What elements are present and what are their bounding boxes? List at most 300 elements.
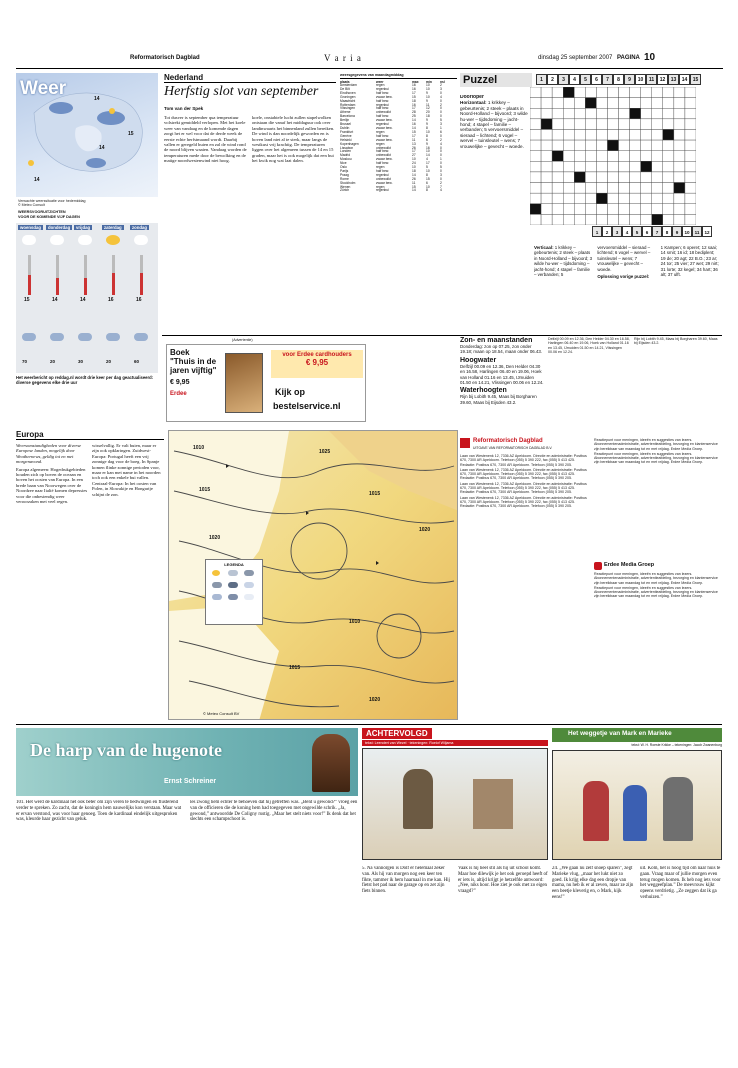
grid-cell[interactable] — [663, 183, 674, 194]
grid-number: 4 — [622, 226, 632, 237]
grid-cell[interactable] — [552, 129, 563, 140]
grid-cell[interactable] — [596, 87, 607, 98]
grid-cell[interactable] — [541, 98, 552, 109]
table-header: nsl — [440, 80, 445, 84]
grid-cell[interactable] — [530, 183, 541, 194]
table-cell: 11 — [412, 180, 416, 185]
grid-number: 12 — [657, 74, 668, 85]
grid-cell[interactable] — [674, 204, 685, 215]
table-cell: 25 — [412, 114, 416, 119]
weer-caption: Het weerbericht op reddag.nl wordt drie keer per dag geactualiseerd: diverse gegevens elke drie uur — [16, 375, 154, 385]
grid-cell[interactable] — [563, 108, 574, 119]
ad-url[interactable]: bestelservice.nl — [273, 401, 341, 411]
grid-cell[interactable] — [641, 129, 652, 140]
grid-cell[interactable] — [685, 214, 696, 225]
grid-cell[interactable] — [596, 98, 607, 109]
grid-cell[interactable] — [652, 204, 663, 215]
grid-cell[interactable] — [619, 129, 630, 140]
clue-text: 1 krikkey – gebeurtenis; 2 steek – plaats in Noord-Holland – bijvoord; 3 wilde hu-wer – tijdsdoming – jacht-hond; 4 stapel – familie – verbanden; 5 vervoersmiddel – sieraad – lichtend; 6 vogel – wervel – tuinsleutel – wens; 7 vrouwelijke – gevecht – woede. — [460, 100, 528, 149]
grid-cell[interactable] — [685, 119, 696, 130]
table-cell: half bew. — [376, 114, 390, 119]
grid-number: 13 — [668, 74, 679, 85]
grid-cell[interactable] — [685, 204, 696, 215]
grid-cell[interactable] — [552, 87, 563, 98]
grid-cell[interactable] — [585, 129, 596, 140]
grid-cell[interactable] — [607, 183, 618, 194]
grid-cell[interactable] — [652, 193, 663, 204]
table-cell: Londen — [340, 149, 352, 154]
table-cell: half bew. — [376, 98, 390, 103]
grid-cell[interactable] — [541, 151, 552, 162]
grid-cell[interactable] — [574, 161, 585, 172]
puzzel-section — [460, 73, 722, 333]
grid-cell[interactable] — [630, 172, 641, 183]
grid-cell[interactable] — [574, 108, 585, 119]
grid-cell[interactable] — [641, 140, 652, 151]
grid-cell[interactable] — [641, 119, 652, 130]
grid-cell[interactable] — [574, 204, 585, 215]
grid-cell[interactable] — [607, 193, 618, 204]
grid-cell[interactable] — [619, 172, 630, 183]
grid-cell[interactable] — [596, 140, 607, 151]
grid-cell[interactable] — [607, 161, 618, 172]
table-cell: 0 — [440, 176, 442, 181]
weer-section — [16, 73, 158, 385]
grid-cell[interactable] — [630, 214, 641, 225]
grid-cell[interactable] — [630, 183, 641, 194]
grid-cell[interactable] — [563, 129, 574, 140]
grid-number: 6 — [591, 74, 602, 85]
waterhoogten-text: Rijn bij Lobith 9.45, Maas bij Borgharen 39.60, Maas bij Eijsden 43.2. — [460, 394, 537, 405]
table-cell: 8 — [426, 125, 428, 130]
table-cell: 24 — [412, 161, 416, 166]
grid-cell[interactable] — [674, 98, 685, 109]
table-cell: 18 — [426, 114, 430, 119]
grid-cell[interactable] — [641, 204, 652, 215]
grid-cell[interactable] — [652, 129, 663, 140]
grid-number: 7 — [602, 74, 613, 85]
grid-cell[interactable] — [619, 204, 630, 215]
grid-cell[interactable] — [585, 161, 596, 172]
grid-cell[interactable] — [585, 204, 596, 215]
harp-author: Ernst Schreiner — [164, 778, 217, 785]
grid-cell[interactable] — [530, 151, 541, 162]
grid-cell[interactable] — [607, 98, 618, 109]
issue-date: dinsdag 25 september 2007 — [538, 55, 613, 61]
grid-cell[interactable] — [541, 140, 552, 151]
table-cell: 9 — [426, 122, 428, 127]
grid-cell[interactable] — [563, 140, 574, 151]
grid-cell[interactable] — [674, 129, 685, 140]
table-cell: 0 — [440, 153, 442, 158]
clue-text: 1 krikkey – gebeurtenis; 2 steek – plaats in Noord-Holland – bijvoord; 3 wilde hu-wer – tijdsdoming – jacht-hond; 4 stapel – familie – verbanden; 5 vervoersmiddel – sieraad – lichtend; 6 vogel – wervel – tuinsleutel – wens; 7 vrouwelijke – gevecht – woede. — [534, 245, 651, 278]
achtervolgd-col: 5. Na vannorgen is Dolf er helemaal zeker van. Als hij van morgen nog een keer ten fikte, tammer ik hem haarnaal in me kan. Hij fietst het pad naar de garage op en zet zijn fiets binnen. — [362, 866, 451, 895]
grid-number: 2 — [547, 74, 558, 85]
grid-cell[interactable] — [652, 183, 663, 194]
table-cell: 7 — [440, 184, 442, 189]
grid-cell[interactable] — [641, 151, 652, 162]
grid-cell[interactable] — [674, 87, 685, 98]
ad-boek: Boek — [170, 348, 190, 357]
day-percent: 20 — [50, 359, 56, 364]
table-cell: 9 — [426, 141, 428, 146]
grid-cell[interactable] — [630, 119, 641, 130]
colofon-sub: UITGAVE VAN REFORMATORISCH DAGBLAD B.V. — [473, 446, 553, 450]
table-cell: 4 — [440, 188, 442, 193]
grid-cell[interactable] — [563, 98, 574, 109]
grid-cell[interactable] — [574, 183, 585, 194]
grid-cell[interactable] — [652, 151, 663, 162]
grid-cell[interactable] — [630, 204, 641, 215]
grid-cell[interactable] — [574, 140, 585, 151]
grid-number: 7 — [652, 226, 662, 237]
grid-cell[interactable] — [607, 119, 618, 130]
ad-boek: jaren vijftig" — [170, 366, 217, 375]
grid-cell[interactable] — [685, 193, 696, 204]
europa-text: Europa algemeen: Hogedrukgebieden houden zich op boven de oceaan en boven het oosten van Europa. In een brede baan van Noorwegen over de Noordzee naar Italië komen depressies voor die onbestendig weer veroorzaken met veel regen. — [16, 466, 88, 505]
grid-cell[interactable] — [663, 140, 674, 151]
table-cell: 14 — [426, 153, 430, 158]
grid-cell[interactable] — [674, 193, 685, 204]
grid-number: 1 — [536, 74, 547, 85]
grid-cell[interactable] — [619, 98, 630, 109]
grid-cell[interactable] — [674, 108, 685, 119]
grid-number: 11 — [646, 74, 657, 85]
grid-cell[interactable] — [685, 183, 696, 194]
grid-cell[interactable] — [574, 129, 585, 140]
grid-cell[interactable] — [685, 108, 696, 119]
table-cell: onbewolkt — [376, 145, 391, 150]
table-cell: 10 — [426, 86, 430, 91]
grid-cell[interactable] — [596, 108, 607, 119]
weggetje-col: 24. „We gaan nu zelf snoep sparen”, zegt Marieke vlug, „maar het lukt niet zo goed. Ik krijg elke dag een dropje van mama, nu heb ik er al zeven, maar ze zijn een beetje kleverig en, o Mark, kijk eens!” — [552, 866, 634, 900]
grid-cell[interactable] — [596, 214, 607, 225]
table-cell: Wenen — [340, 184, 351, 189]
table-cell: 12 — [426, 106, 430, 111]
day-label: zondag — [132, 225, 148, 230]
grid-cell[interactable] — [652, 119, 663, 130]
europe-map — [168, 430, 458, 720]
table-cell: 8 — [426, 188, 428, 193]
grid-cell[interactable] — [541, 204, 552, 215]
right-paragraph: Reactiepunt voor meningen, ideeën en suggesties van lezers. Abonnementenadministratie, advertentieafdeling, bezorging en klantenservice zijn bereikbaar van maandag tot en met vrijdag. Erdee Media Groep. — [594, 451, 718, 465]
grid-cell[interactable] — [563, 119, 574, 130]
grid-cell[interactable] — [663, 98, 674, 109]
grid-cell[interactable] — [574, 98, 585, 109]
ad-kijk: Kijk op — [275, 387, 306, 397]
grid-cell[interactable] — [563, 151, 574, 162]
grid-cell[interactable] — [585, 183, 596, 194]
grid-cell[interactable] — [663, 87, 674, 98]
table-cell: 14 — [412, 125, 416, 130]
grid-cell[interactable] — [674, 172, 685, 183]
grid-cell[interactable] — [530, 140, 541, 151]
grid-cell[interactable] — [541, 129, 552, 140]
colofon-paragraph: Laan van Westenenk 12, 7336 AZ Apeldoorn. Directie en administratie: Postbus 670, 7300 AR Apeldoorn. Telefoon (055) 5 390 222, fax (055) 5 413 425. Redactie: Postbus 670, 7300 AR Apeldoorn. Telefoon (055) 5 390 205. — [460, 454, 587, 467]
grid-cell[interactable] — [552, 183, 563, 194]
grid-block — [530, 204, 541, 215]
grid-cell[interactable] — [641, 183, 652, 194]
grid-cell[interactable] — [530, 98, 541, 109]
grid-cell[interactable] — [641, 98, 652, 109]
nederland-section — [164, 73, 336, 331]
grid-cell[interactable] — [663, 193, 674, 204]
grid-cell[interactable] — [607, 108, 618, 119]
grid-cell[interactable] — [663, 161, 674, 172]
grid-cell[interactable] — [585, 119, 596, 130]
grid-cell[interactable] — [541, 214, 552, 225]
table-cell: 10 — [426, 184, 430, 189]
achtervolgd-title: ACHTERVOLGD — [362, 728, 432, 739]
grid-cell[interactable] — [563, 204, 574, 215]
grid-cell[interactable] — [663, 151, 674, 162]
grid-cell[interactable] — [530, 172, 541, 183]
table-cell: Vlissingen — [340, 106, 356, 111]
grid-cell[interactable] — [552, 119, 563, 130]
clues-col — [460, 95, 530, 331]
table-cell: 3 — [440, 172, 442, 177]
puzzle-grid[interactable] — [530, 87, 696, 225]
grid-cell[interactable] — [585, 214, 596, 225]
grid-cell[interactable] — [541, 172, 552, 183]
grid-cell[interactable] — [552, 98, 563, 109]
grid-cell[interactable] — [619, 119, 630, 130]
grid-cell[interactable] — [541, 183, 552, 194]
table-cell: 5 — [440, 118, 442, 123]
weggetje-col: uit. Kom, het is hoog tijd om naar huis te gaan. Vraag maar of jullie morgen even terug mogen komen. Ik heb nog iets voor het weggeefplan.” De meevrouw kijkt opeens verdrietig. „Ze zeggen dat ik ga verhuizen.” — [640, 866, 721, 900]
table-cell: regen — [376, 141, 385, 146]
table-header: max — [412, 80, 419, 84]
zon-text: Donderdag: zon op 07.25, zon onder 19.18; maan op 18.54, maan onder 06.43. — [460, 344, 543, 355]
grid-cell[interactable] — [630, 151, 641, 162]
advert[interactable] — [166, 344, 366, 422]
table-cell: Praag — [340, 172, 349, 177]
erdee-media: Erdee Media Groep — [604, 562, 655, 568]
table-cell: 4 — [440, 94, 442, 99]
grid-cell[interactable] — [630, 140, 641, 151]
table-cell: Zürich — [340, 188, 350, 193]
grid-cell[interactable] — [585, 193, 596, 204]
table-cell: Madrid — [340, 153, 351, 158]
grid-cell[interactable] — [607, 87, 618, 98]
grid-cell[interactable] — [630, 161, 641, 172]
europa-col — [16, 443, 88, 718]
grid-cell[interactable] — [685, 87, 696, 98]
zon-section — [460, 337, 722, 437]
colofon-paragraph: Laan van Westenenk 12, 7336 AZ Apeldoorn. Directie en administratie: Postbus 670, 7300 AR Apeldoorn. Telefoon (055) 5 390 222, fax (055) 5 413 425. Redactie: Postbus 670, 7300 AR Apeldoorn. Telefoon (055) 5 390 205. — [460, 481, 587, 495]
grid-cell[interactable] — [674, 140, 685, 151]
table-cell: regenbui — [376, 172, 389, 177]
table-cell: regenbui — [376, 122, 389, 127]
grid-cell[interactable] — [619, 193, 630, 204]
weggetje-credit: tekst: W. H. Roeste Krikke – tekeningen: Jacob Zwanenburg — [631, 743, 722, 747]
grid-cell[interactable] — [585, 108, 596, 119]
grid-cell[interactable] — [630, 87, 641, 98]
right-paragraph: Reactiepunt voor meningen, ideeën en suggesties van lezers. Abonnementenadministratie, advertentieafdeling, bezorging en klantenservice zijn bereikbaar van maandag tot en met vrijdag. Erdee Media Groep. — [594, 572, 718, 585]
grid-cell[interactable] — [585, 151, 596, 162]
grid-cell[interactable] — [530, 129, 541, 140]
grid-cell[interactable] — [607, 172, 618, 183]
grid-cell[interactable] — [641, 172, 652, 183]
hoogwater-title: Hoogwater — [460, 356, 497, 364]
grid-cell[interactable] — [585, 87, 596, 98]
comic-panel — [552, 750, 722, 860]
grid-cell[interactable] — [619, 214, 630, 225]
grid-cell[interactable] — [685, 140, 696, 151]
grid-number: 12 — [702, 226, 712, 237]
grid-cell[interactable] — [619, 183, 630, 194]
grid-cell[interactable] — [674, 214, 685, 225]
grid-cell[interactable] — [630, 98, 641, 109]
table-cell: Brussel — [340, 122, 351, 127]
table-cell: 1 — [440, 157, 442, 162]
grid-cell[interactable] — [574, 193, 585, 204]
grid-cell[interactable] — [596, 151, 607, 162]
grid-cell[interactable] — [685, 172, 696, 183]
grid-cell[interactable] — [619, 87, 630, 98]
grid-cell[interactable] — [630, 193, 641, 204]
table-cell: 0 — [440, 98, 442, 103]
grid-cell[interactable] — [685, 129, 696, 140]
grid-cell[interactable] — [563, 214, 574, 225]
table-cell: zwaar bew. — [376, 118, 393, 123]
grid-cell[interactable] — [663, 214, 674, 225]
grid-cell[interactable] — [585, 172, 596, 183]
table-cell: 10 — [426, 83, 430, 87]
grid-block — [652, 214, 663, 225]
map-temp: 14 — [94, 96, 100, 102]
grid-cell[interactable] — [596, 183, 607, 194]
grid-cell[interactable] — [552, 193, 563, 204]
grid-cell[interactable] — [574, 151, 585, 162]
grid-cell[interactable] — [663, 172, 674, 183]
grid-cell[interactable] — [619, 140, 630, 151]
table-cell: 0 — [440, 149, 442, 154]
grid-cell[interactable] — [563, 172, 574, 183]
grid-cell[interactable] — [596, 119, 607, 130]
table-cell: 16 — [412, 86, 416, 91]
grid-cell[interactable] — [652, 98, 663, 109]
grid-cell[interactable] — [530, 87, 541, 98]
grid-cell[interactable] — [596, 204, 607, 215]
grid-cell[interactable] — [652, 87, 663, 98]
grid-cell[interactable] — [607, 151, 618, 162]
grid-cell[interactable] — [619, 161, 630, 172]
table-cell: 0 — [440, 133, 442, 138]
ad-boek: "Thuis in de — [170, 357, 217, 366]
grid-cell[interactable] — [674, 161, 685, 172]
table-cell: half bew. — [376, 149, 390, 154]
grid-cell[interactable] — [674, 119, 685, 130]
grid-block — [585, 98, 596, 109]
isobar-label: 1025 — [319, 449, 331, 455]
grid-cell[interactable] — [685, 98, 696, 109]
table-cell: 11 — [412, 137, 416, 142]
grid-cell[interactable] — [530, 193, 541, 204]
grid-cell[interactable] — [530, 161, 541, 172]
grid-cell[interactable] — [685, 151, 696, 162]
isobar-label: 1015 — [289, 665, 301, 671]
grid-cell[interactable] — [652, 172, 663, 183]
grid-cell[interactable] — [541, 193, 552, 204]
zon-col: Rijn bij Lobith 9.45, Maas bij Borgharen 39.60, Maas bij Eijsden 43.2. — [634, 337, 718, 346]
grid-cell[interactable] — [541, 108, 552, 119]
weggetje-strip — [552, 728, 722, 1048]
grid-cell[interactable] — [607, 204, 618, 215]
table-cell: zwaar bew. — [376, 125, 393, 130]
grid-cell[interactable] — [552, 161, 563, 172]
grid-cell[interactable] — [552, 204, 563, 215]
grid-cell[interactable] — [541, 161, 552, 172]
grid-cell[interactable] — [641, 87, 652, 98]
grid-cell[interactable] — [541, 87, 552, 98]
grid-cell[interactable] — [552, 214, 563, 225]
article-col: koele, onstabiele lucht zullen stapelwolken ontstaan die vanaf het middaguur ook over landinwaarts het binnenland zullen bereiken. De wind is dan noordelijk geworden en is boven land niet al te sterk, maar langs de westkust vrij krachtig. De temperaturen liggen over het algemeen tussen de 14 en 15 graden, maar het is ook mogelijk dat een bui het kwik nog wat laat dalen. — [252, 115, 335, 164]
harp-title: De harp van de hugenote — [30, 740, 223, 760]
grid-cell[interactable] — [596, 129, 607, 140]
grid-cell[interactable] — [685, 161, 696, 172]
table-row — [340, 189, 457, 193]
grid-cell[interactable] — [663, 108, 674, 119]
grid-cell[interactable] — [652, 161, 663, 172]
table-cell: regen — [376, 129, 385, 134]
grid-cell[interactable] — [552, 140, 563, 151]
table-cell: 10 — [426, 94, 430, 99]
page-label: PAGINA — [617, 55, 640, 61]
grid-cell[interactable] — [574, 87, 585, 98]
grid-cell[interactable] — [530, 119, 541, 130]
table-cell: half bew. — [376, 90, 390, 95]
grid-cell[interactable] — [596, 161, 607, 172]
grid-cell[interactable] — [552, 108, 563, 119]
grid-cell[interactable] — [652, 108, 663, 119]
grid-cell[interactable] — [674, 151, 685, 162]
grid-cell[interactable] — [563, 161, 574, 172]
table-cell: 28 — [412, 110, 416, 115]
table-cell: Stockholm — [340, 180, 356, 185]
grid-cell[interactable] — [641, 193, 652, 204]
grid-cell[interactable] — [607, 214, 618, 225]
grid-cell[interactable] — [596, 172, 607, 183]
grid-cell[interactable] — [641, 108, 652, 119]
grid-cell[interactable] — [641, 214, 652, 225]
grid-cell[interactable] — [663, 204, 674, 215]
isobar-label: 1015 — [199, 487, 211, 493]
day-percent: 60 — [134, 359, 140, 364]
grid-cell[interactable] — [530, 214, 541, 225]
grid-cell[interactable] — [574, 214, 585, 225]
grid-cell[interactable] — [574, 119, 585, 130]
grid-cell[interactable] — [619, 108, 630, 119]
grid-cell[interactable] — [530, 108, 541, 119]
grid-number: 5 — [580, 74, 591, 85]
colofon — [460, 438, 588, 720]
article-byline: Tom van der Spek — [164, 106, 204, 111]
grid-cell[interactable] — [607, 129, 618, 140]
grid-cell[interactable] — [563, 193, 574, 204]
grid-cell[interactable] — [585, 140, 596, 151]
grid-cell[interactable] — [663, 119, 674, 130]
grid-cell[interactable] — [619, 151, 630, 162]
grid-cell[interactable] — [563, 183, 574, 194]
table-cell: regenbui — [376, 102, 389, 107]
grid-cell[interactable] — [552, 172, 563, 183]
grid-cell[interactable] — [630, 129, 641, 140]
day-temp: 14 — [52, 297, 58, 303]
zon-col: Delfzijl 00.09 en 12.36, Den Helder 04.30 en 16.58, Harlingen 06.40 en 19.06, Hoek van Holland 01.16 en 13.45, IJmuiden 01.50 en 14.21, Vlissingen 00.06 en 12.24. — [548, 337, 630, 354]
isobar-label: 1020 — [369, 697, 381, 703]
grid-cell[interactable] — [652, 140, 663, 151]
